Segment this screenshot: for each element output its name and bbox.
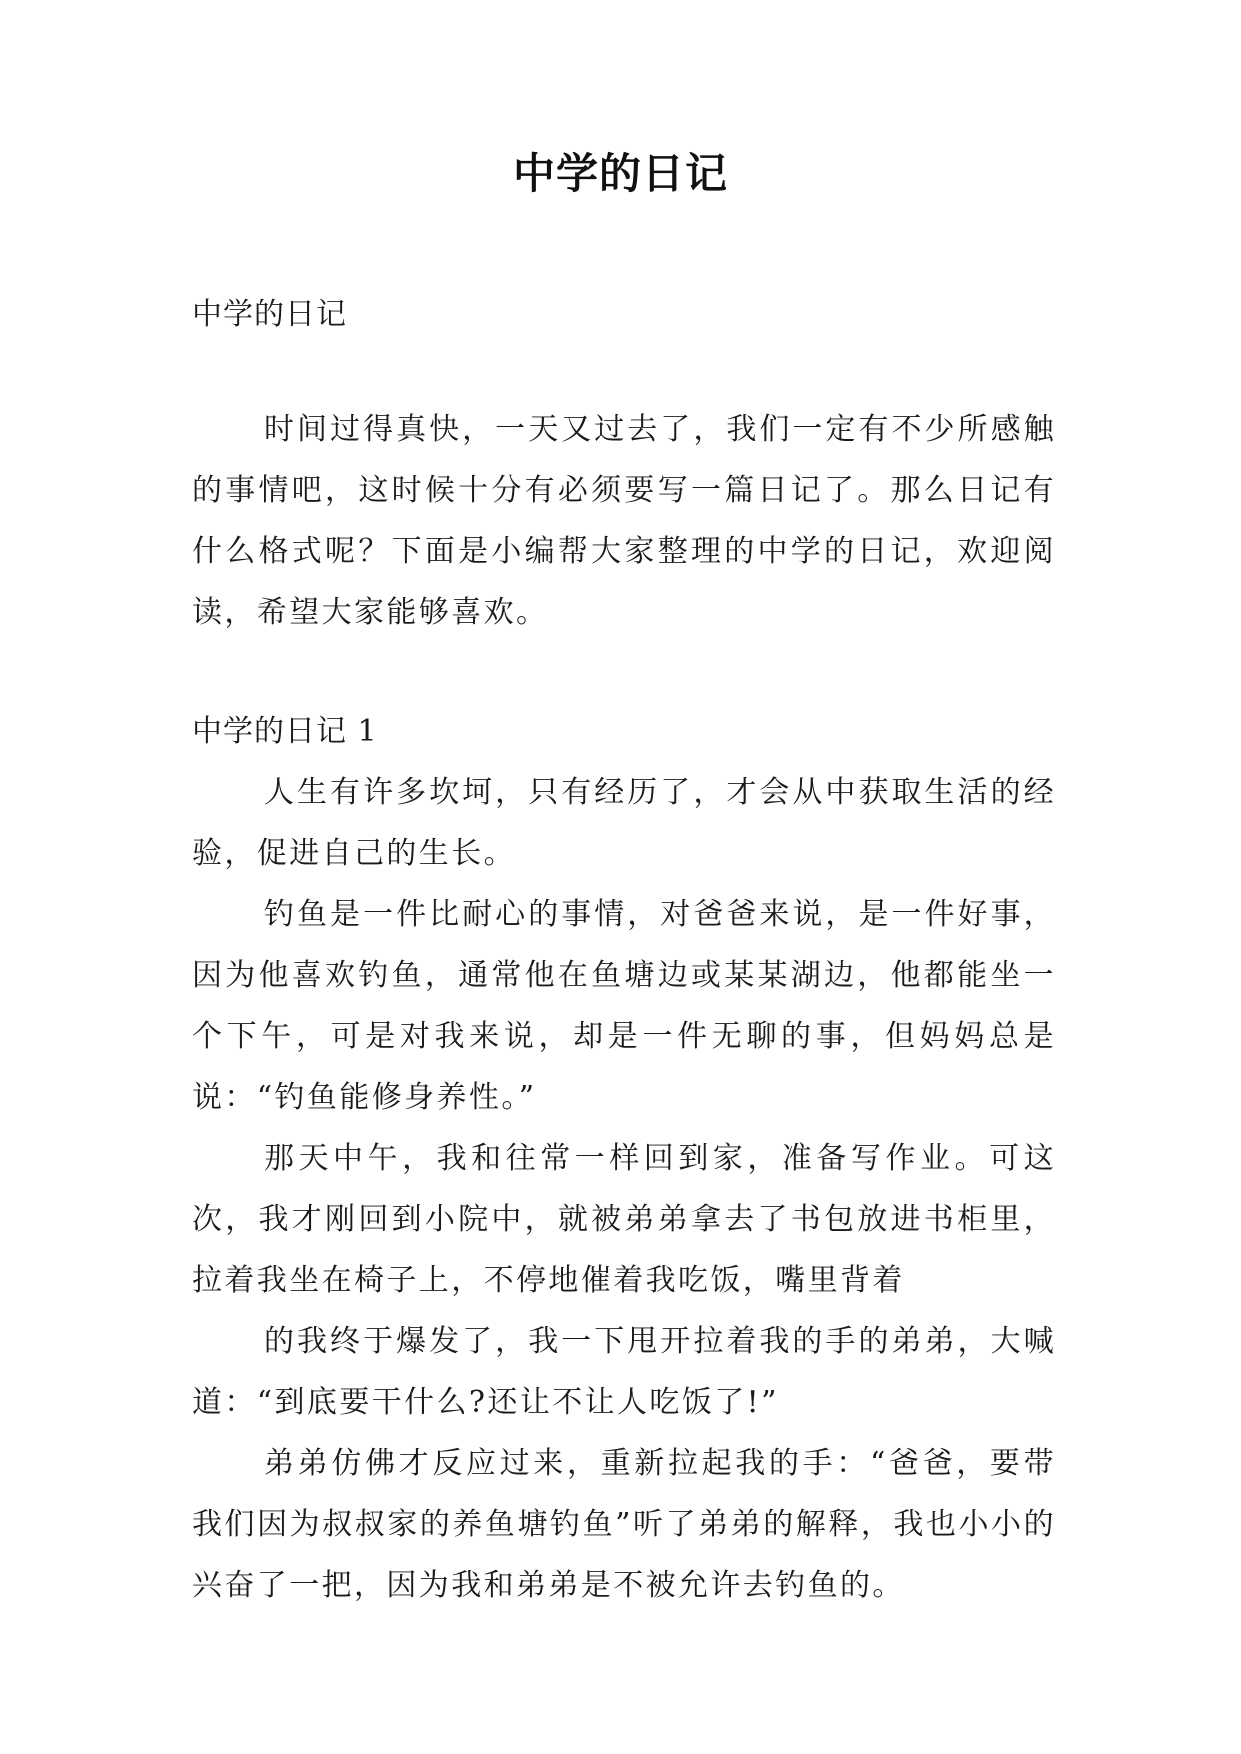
subtitle: 中学的日记 xyxy=(192,297,347,332)
intro-paragraph: 时间过得真快，一天又过去了，我们一定有不少所感触的事情吧，这时候十分有必须要写一篇日记了。那么日记有什么格式呢？下面是小编帮大家整理的中学的日记，欢迎阅读，希望大家能够喜欢。 xyxy=(192,412,1056,630)
document-body xyxy=(192,284,1056,1616)
document-title: 中学的日记 xyxy=(512,149,728,198)
section-heading: 中学的日记 1 xyxy=(192,714,378,749)
body-paragraph: 那天中午，我和往常一样回到家，准备写作业。可这次，我才刚回到小院中，就被弟弟拿去了书包放进书柜里，拉着我坐在椅子上，不停地催着我吃饭，嘴里背着 xyxy=(192,1141,1056,1298)
body-paragraph: 人生有许多坎坷，只有经历了，才会从中获取生活的经验，促进自己的生长。 xyxy=(192,775,1056,871)
body-paragraph: 钓鱼是一件比耐心的事情，对爸爸来说，是一件好事，因为他喜欢钓鱼，通常他在鱼塘边或某某湖边，他都能坐一个下午，可是对我来说，却是一件无聊的事，但妈妈总是说：“钓鱼能修身养性。” xyxy=(192,897,1056,1115)
body-paragraph: 弟弟仿佛才反应过来，重新拉起我的手：“爸爸，要带我们因为叔叔家的养鱼塘钓鱼”听了弟弟的解释，我也小小的兴奋了一把，因为我和弟弟是不被允许去钓鱼的。 xyxy=(192,1446,1056,1603)
body-paragraph: 的我终于爆发了，我一下甩开拉着我的手的弟弟，大喊道：“到底要干什么?还让不让人吃饭了!” xyxy=(192,1324,1056,1420)
